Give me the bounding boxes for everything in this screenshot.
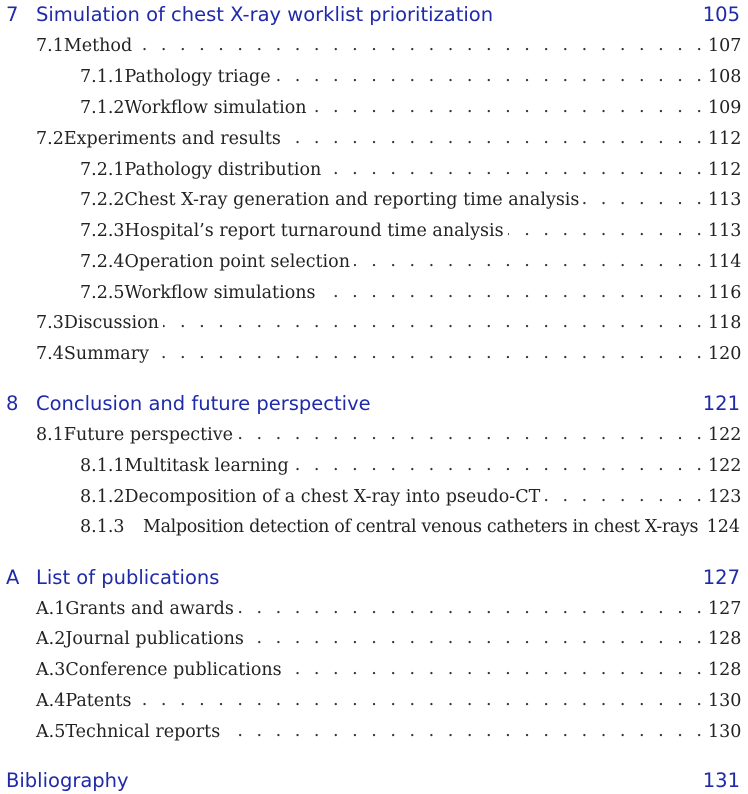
subsection-number: 7.1.1 [80, 67, 125, 87]
toc-subsection-7-2-4[interactable] [80, 252, 740, 272]
toc-section-7-1[interactable] [36, 36, 740, 56]
toc-subsection-8-1-3[interactable] [80, 517, 740, 537]
chapter-page: 131 [702, 769, 740, 792]
toc-subsection-7-2-1[interactable] [80, 160, 740, 180]
toc-section-a-5[interactable] [36, 722, 740, 742]
dot-leader [293, 455, 702, 475]
chapter-page: 121 [702, 392, 740, 415]
section-title: Discussion [63, 313, 159, 333]
dot-leader [325, 159, 702, 179]
toc-section-8-1[interactable] [36, 425, 740, 445]
dot-leader [153, 343, 702, 363]
dot-leader [135, 690, 702, 710]
section-title: Patents [65, 691, 132, 711]
toc-subsection-7-2-3[interactable] [80, 221, 740, 241]
subsection-title: Hospital’s report turnaround time analysis [124, 221, 504, 241]
section-page: 130 [708, 691, 742, 711]
dot-leader [508, 220, 702, 240]
subsection-title: Pathology triage [124, 67, 271, 87]
section-title: Journal publications [65, 629, 244, 649]
chapter-number: 8 [6, 392, 19, 415]
chapter-title: List of publications [36, 566, 220, 589]
section-number: 7.4 [36, 344, 64, 364]
subsection-number: 8.1.3 [80, 517, 125, 537]
chapter-number: 7 [6, 3, 19, 26]
section-number: 7.2 [36, 129, 64, 149]
section-title: Experiments and results [63, 129, 281, 149]
section-page: 122 [708, 425, 742, 445]
subsection-page: 112 [708, 160, 742, 180]
dot-leader [285, 128, 702, 148]
section-title: Grants and awards [65, 599, 234, 619]
section-number: A.5 [36, 722, 66, 742]
dot-leader [286, 659, 702, 679]
dot-leader [238, 598, 702, 618]
subsection-page: 113 [708, 221, 742, 241]
subsection-title: Chest X-ray generation and reporting time analysis [124, 190, 580, 210]
chapter-number: A [6, 566, 20, 589]
dot-leader [237, 424, 702, 444]
subsection-number: 7.2.1 [80, 160, 125, 180]
subsection-number: 8.1.2 [80, 487, 125, 507]
toc-subsection-7-2-5[interactable] [80, 283, 740, 303]
subsection-page: 124 [706, 517, 740, 537]
toc-section-7-4[interactable] [36, 344, 740, 364]
toc-section-a-3[interactable] [36, 660, 740, 680]
toc-section-a-1[interactable] [36, 599, 740, 619]
subsection-title: Pathology distribution [124, 160, 322, 180]
dot-leader [354, 251, 702, 271]
subsection-number: 8.1.1 [80, 456, 125, 476]
section-title: Conference publications [65, 660, 282, 680]
toc-subsection-7-1-1[interactable] [80, 67, 740, 87]
section-title: Technical reports [65, 722, 221, 742]
section-number: 8.1 [36, 425, 64, 445]
section-page: 130 [708, 722, 742, 742]
toc-appendix-a[interactable] [6, 566, 740, 589]
subsection-number: 7.2.5 [80, 283, 125, 303]
subsection-page: 116 [708, 283, 742, 303]
chapter-page: 127 [702, 566, 740, 589]
toc-subsection-7-1-2[interactable] [80, 98, 740, 118]
chapter-title: Simulation of chest X-ray worklist prioritization [36, 3, 494, 26]
subsection-number: 7.1.2 [80, 98, 125, 118]
section-page: 112 [708, 129, 742, 149]
dot-leader [311, 97, 703, 117]
chapter-title: Conclusion and future perspective [36, 392, 371, 415]
chapter-page: 105 [702, 3, 740, 26]
toc-section-7-3[interactable] [36, 313, 740, 333]
dot-leader [163, 312, 702, 332]
subsection-page: 108 [708, 67, 742, 87]
subsection-page: 123 [708, 487, 742, 507]
section-number: 7.1 [36, 36, 64, 56]
toc-bibliography[interactable] [6, 769, 740, 792]
section-number: A.2 [36, 629, 66, 649]
dot-leader [319, 282, 702, 302]
dot-leader [136, 35, 702, 55]
dot-leader [248, 628, 702, 648]
section-page: 127 [708, 599, 742, 619]
section-page: 107 [708, 36, 742, 56]
dot-leader [275, 66, 702, 86]
chapter-title: Bibliography [6, 769, 129, 792]
section-page: 128 [708, 660, 742, 680]
subsection-title: Decomposition of a chest X-ray into pseudo-CT [124, 487, 541, 507]
dot-leader [224, 721, 702, 741]
section-number: 7.3 [36, 313, 64, 333]
toc-subsection-8-1-1[interactable] [80, 456, 740, 476]
section-number: A.1 [36, 599, 66, 619]
subsection-number: 7.2.2 [80, 190, 125, 210]
dot-leader [544, 486, 702, 506]
section-title: Method [63, 36, 133, 56]
section-number: A.4 [36, 691, 66, 711]
toc-chapter-8[interactable] [6, 392, 740, 415]
section-page: 120 [708, 344, 742, 364]
subsection-page: 109 [708, 98, 742, 118]
subsection-number: 7.2.4 [80, 252, 125, 272]
section-title: Future perspective [63, 425, 233, 445]
toc-section-7-2[interactable] [36, 129, 740, 149]
dot-leader [583, 189, 702, 209]
toc-chapter-7[interactable] [6, 3, 740, 26]
subsection-page: 114 [708, 252, 742, 272]
subsection-title: Operation point selection [124, 252, 350, 272]
section-page: 128 [708, 629, 742, 649]
subsection-number: 7.2.3 [80, 221, 125, 241]
toc-section-a-2[interactable] [36, 629, 740, 649]
toc-section-a-4[interactable] [36, 691, 740, 711]
subsection-title: Workflow simulation [124, 98, 307, 118]
subsection-title: Workflow simulations [124, 283, 316, 303]
toc-subsection-7-2-2[interactable] [80, 190, 740, 210]
section-page: 118 [708, 313, 742, 333]
section-number: A.3 [36, 660, 66, 680]
section-title: Summary [63, 344, 149, 364]
toc-subsection-8-1-2[interactable] [80, 487, 740, 507]
subsection-page: 122 [708, 456, 742, 476]
subsection-title: Malposition detection of central venous catheters in chest X-rays [143, 517, 699, 537]
subsection-page: 113 [708, 190, 742, 210]
subsection-title: Multitask learning [124, 456, 289, 476]
